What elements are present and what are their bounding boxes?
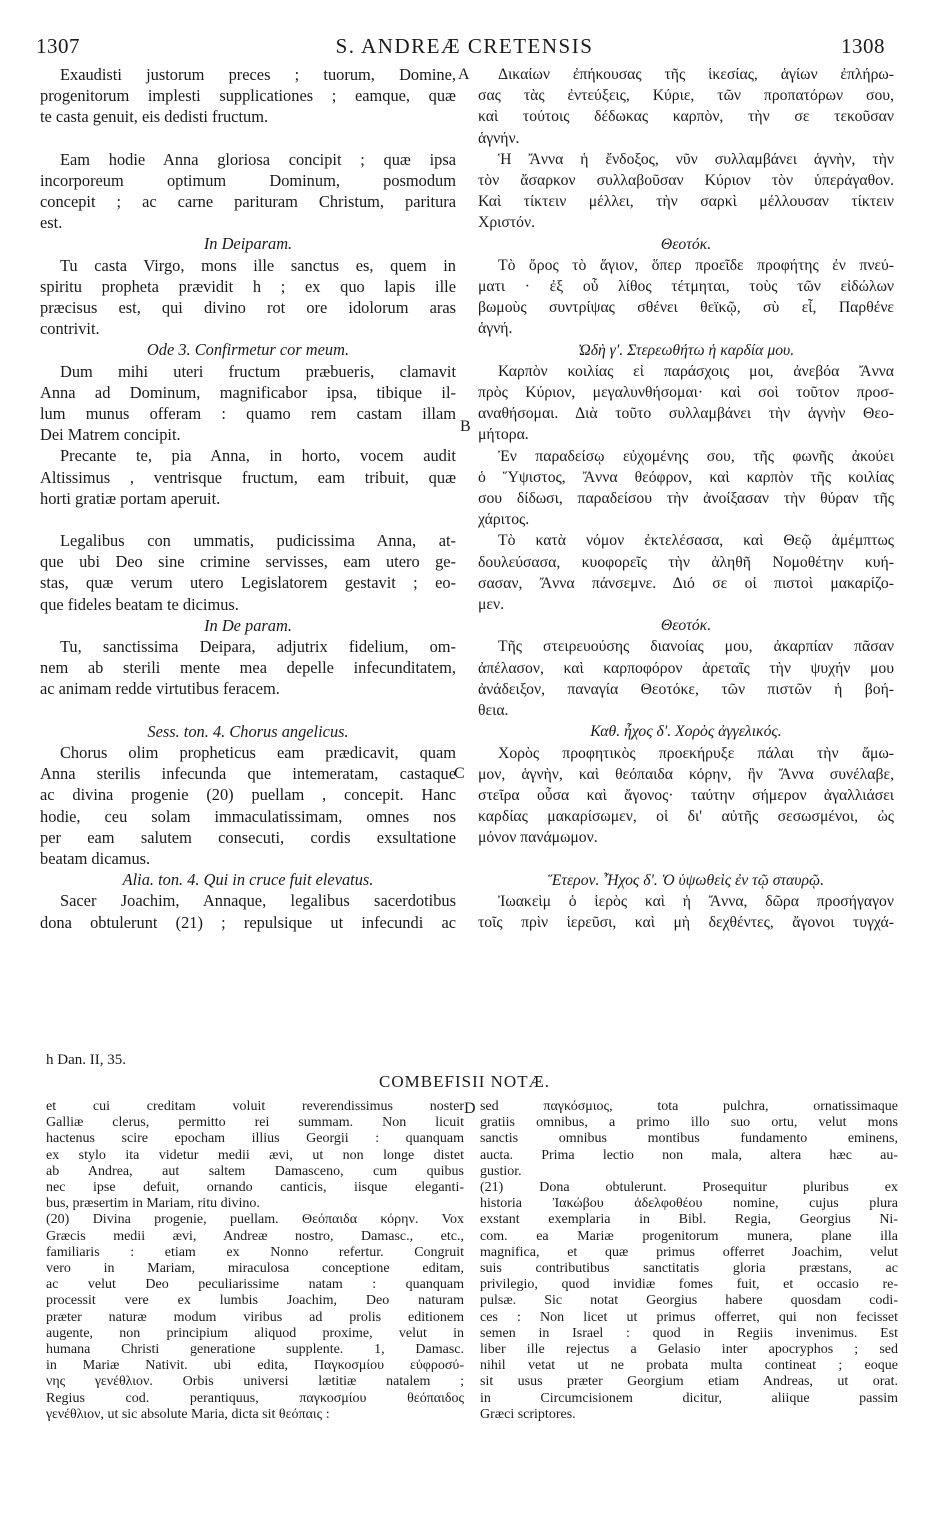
text-line: concepit ; ac carne parituram Christum, paritura: [40, 192, 456, 212]
text-line: Δικαίων ἐπήκουσας τῆς ἱκεσίας, ἁγίων ἐπλήρω-: [498, 66, 894, 83]
text-line: αναθήσομαι. Διὰ τοῦτο συλλαμβάνει τὴν ἁγνὴν Θεο-: [478, 405, 894, 423]
column-number-left: 1307: [36, 34, 80, 58]
text-line: hodie, ceu solam immaculatissimam, omnes nos: [40, 806, 456, 826]
text-line: μον, ἁγνὴν, καὶ θεόπαιδα κόρην, ἣν Ἄννα συνέλαβε,: [478, 765, 894, 783]
running-title: S. ANDREÆ CRETENSIS: [335, 34, 594, 58]
note-line: nihil vetat ut ne probata multa contineat ; eoque: [480, 1358, 898, 1374]
text-line: contrivit.: [40, 319, 100, 339]
latin-paragraph-7: [40, 636, 456, 700]
text-line: στεῖρα οὖσα καὶ ἄγονος· ταύτην σήμερον ἀγαλλιάσει: [478, 786, 894, 804]
note-line: in Mariæ Nativit. ubi edita, Παγκοσμίου εὐφροσύ-: [46, 1358, 464, 1374]
scripture-footnote: h Dan. II, 35.: [46, 1052, 126, 1068]
section-marker-d: D: [464, 1100, 476, 1117]
greek-heading-ode-3: Ὠδὴ γ'. Στερεωθήτω ἡ καρδία μου.: [577, 341, 795, 359]
greek-paragraph-3: [478, 255, 894, 340]
note-line: ac velut Deo peculiarissime natam : quanquam: [46, 1277, 464, 1293]
text-line: Ἐν παραδείσῳ εὐχομένης σου, τῆς φωνῆς ἀκούει: [498, 447, 894, 465]
latin-paragraph-2: [40, 149, 456, 234]
greek-paragraph-8: [478, 743, 894, 849]
text-line: ματι · ἐξ οὗ λίθος τέτμηται, τοὺς τῶν εἰδώλων: [478, 278, 894, 296]
note-line: vero in Mariam, miraculosa conceptione editam,: [46, 1261, 464, 1277]
greek-heading-kathisma: Καθ. ἦχος δ'. Χορὸς ἀγγελικός.: [590, 723, 782, 741]
latin-heading-in-deiparam-2: In De param.: [204, 615, 292, 635]
note-line: nec ipse defuit, ornando canticis, iisque eleganti-: [46, 1180, 464, 1196]
text-line: σασαν, Ἄννα πάνσεμνε. Διό σε οἱ πιστοὶ μακαρίζο-: [478, 574, 894, 592]
notes-right-column: [480, 1099, 898, 1423]
section-marker-a: A: [458, 66, 470, 83]
text-line: horti gratiæ portam aperuit.: [40, 488, 221, 508]
text-line: Χριστόν.: [478, 214, 535, 232]
text-line: est.: [40, 213, 63, 233]
text-line: ὁ Ὕψιστος, Ἄννα θεόφρον, καὶ καρπὸν τῆς κοιλίας: [478, 468, 894, 486]
note-line: (20) Divina progenie, puellam. Θεόπαιδα κόρην. Vox: [46, 1212, 464, 1228]
note-line: præter naturæ modum viribus ad prolis editionem: [46, 1309, 464, 1325]
greek-paragraph-5: [478, 446, 894, 531]
text-line: τὸν ἄσαρκον συλλαβοῦσαν Κύριον τὸν ὑπεράγαθον.: [478, 172, 894, 190]
latin-paragraph-8: [40, 742, 456, 869]
greek-paragraph-2: [478, 149, 894, 234]
text-line: Legalibus con ummatis, pudicissima Anna, at-: [60, 531, 456, 551]
text-line: Dum mihi uteri fructum præbueris, clamavit: [60, 361, 456, 381]
text-line: μεν.: [478, 596, 505, 614]
text-line: que fideles beatam te dicimus.: [40, 594, 239, 614]
note-line: ces : Non licet ut primus offerret, qui non fecisset: [480, 1309, 898, 1325]
note-line: gratiis omnibus, a primo illo suo ortu, velut mons: [480, 1115, 898, 1131]
latin-heading-ode-3: Ode 3. Confirmetur cor meum.: [146, 340, 350, 360]
text-line: Ἰωακεὶμ ὁ ἱερὸς καὶ ἡ Ἄννα, δῶρα προσήγαγον: [498, 892, 894, 910]
text-line: spiritu propheta prævidit h ; ex quo lapis ille: [40, 276, 456, 296]
note-line: com. ea Mariæ progenitorum munera, plane illa: [480, 1228, 898, 1244]
text-line: δουλεύσασα, κυοφορεῖς τὴν ἀληθῆ Νομοθέτην κυή-: [478, 553, 894, 571]
text-line: καρδίας μακαρίσωμεν, οἱ δι' αὐτῆς σεσωσμένοι, ὡς: [478, 808, 894, 826]
note-line: sed παγκόσμιος, tota pulchra, ornatissimaque: [480, 1099, 898, 1114]
text-line: Anna sterilis infecunda que intemeratam, castaque: [40, 764, 456, 784]
text-line: Τὸ κατὰ νόμον ἐκτελέσασα, καὶ Θεῷ ἀμέμπτως: [498, 532, 894, 550]
latin-heading-alia: Alia. ton. 4. Qui in cruce fuit elevatus.: [122, 870, 374, 890]
text-line: Dei Matrem concipit.: [40, 425, 181, 445]
latin-paragraph-4: [40, 361, 456, 446]
note-line: Regius cod. perantiquus, παγκοσμίου θεόπαιδος: [46, 1390, 464, 1406]
text-line: Τῆς στειρευούσης διανοίας μου, ἀκαρπίαν πᾶσαν: [498, 638, 894, 656]
text-line: per eam salutem consecuti, cordis exsultatione: [40, 827, 456, 847]
text-line: καὶ τούτοις δέδωκας καρπὸν, τὴν σε τεκοῦσαν: [478, 108, 894, 126]
text-line: ac divina progenie (20) puellam , concepit. Hanc: [40, 785, 456, 805]
text-line: Eam hodie Anna gloriosa concipit ; quæ ipsa: [60, 149, 456, 169]
text-line: nem ab sterili mente mea depelle infecunditatem,: [40, 658, 456, 678]
text-line: Sacer Joachim, Annaque, legalibus sacerdotibus: [60, 891, 456, 911]
note-line: bus, præsertim in Mariam, ritu divino.: [46, 1196, 260, 1212]
text-line: Chorus olim propheticus eam prædicavit, quam: [60, 742, 456, 762]
note-line: familiaris : etiam ex Nonno refertur. Congruit: [46, 1244, 464, 1260]
text-line: Tu casta Virgo, mons ille sanctus es, quem in: [60, 255, 456, 275]
greek-paragraph-4: [478, 361, 894, 446]
text-line: Precante te, pia Anna, in horto, vocem audit: [60, 446, 456, 466]
note-line: gustior.: [480, 1163, 522, 1179]
text-line: Καρπὸν κοιλίας εἰ παράσχοις μοι, ἀνεβόα Ἄννα: [498, 362, 894, 380]
text-line: Exaudisti justorum preces ; tuorum, Domine,: [60, 65, 456, 84]
text-line: σας τὰς ἐντεύξεις, Κύριε, τῶν προπατόρων σου,: [478, 87, 894, 105]
text-line: θεια.: [478, 702, 509, 720]
notes-left-column: [46, 1099, 464, 1423]
note-line: Galliæ clerus, permitto rei summam. Non licuit: [46, 1115, 464, 1131]
note-line: exstant exemplaria in Bibl. Regia, Georgius Ni-: [480, 1212, 898, 1228]
text-line: dona obtulerunt (21) ; repulsique ut infecundi ac: [40, 912, 456, 932]
latin-paragraph-9: [40, 890, 456, 932]
latin-paragraph-1: [40, 64, 456, 128]
note-line: in Circumcisionem dicitur, aliique passim: [480, 1390, 898, 1406]
greek-paragraph-6: [478, 530, 894, 615]
section-marker-b: B: [460, 418, 471, 435]
note-line: sit usus præter Georgium etiam Andreas, ut orat.: [480, 1374, 898, 1390]
column-number-right: 1308: [841, 34, 885, 58]
text-line: πρὸς Κύριον, μεγαλυνθήσομαι· καὶ σοὶ τοῦτον προσ-: [478, 384, 894, 402]
note-line: ex stylo ita videtur medii ævi, ut non longe distet: [46, 1147, 464, 1163]
latin-column: [40, 64, 456, 933]
latin-heading-in-deiparam: In Deiparam.: [203, 234, 293, 254]
note-line: γενέθλιον, ut sic absolute Maria, dicta sit θεόπαις :: [46, 1406, 330, 1422]
text-line: ἁγνήν.: [478, 129, 520, 147]
note-line: et cui creditam voluit reverendissimus noster: [46, 1099, 464, 1114]
note-line: processit vere ex lumbis Joachim, Deo naturam: [46, 1293, 464, 1309]
text-line: τοῖς πρὶν ἱερεῦσι, καὶ μὴ δεχθέντες, ἄγονοι τυγχά-: [478, 913, 894, 931]
text-line: Καὶ τίκτειν μέλλει, τὴν σαρκὶ μέλλουσαν τίκτειν: [478, 193, 894, 211]
greek-heading-theotok-2: Θεοτόκ.: [660, 617, 712, 635]
text-line: ac animam redde virtutibus feracem.: [40, 679, 280, 699]
note-line: liber ille rejectus a Gelasio inter apocryphos ; sed: [480, 1342, 898, 1358]
note-line: ab Andrea, aut saltem Damasceno, cum quibus: [46, 1163, 464, 1179]
text-line: σου δίδωσι, παραδείσου τὴν ἀνοίξασαν τὴν θύραν τῆς: [478, 490, 894, 508]
latin-paragraph-5: [40, 445, 456, 509]
text-line: que ubi Deo sine crimine servisses, eam utero ge-: [40, 552, 456, 572]
greek-heading-theotok: Θεοτόκ.: [660, 235, 712, 253]
text-line: βωμοὺς συντρίψας σθένει θεϊκῷ, σὺ εἶ, Παρθένε: [478, 299, 894, 317]
note-line: (21) Dona obtulerunt. Prosequitur pluribus ex: [480, 1180, 898, 1196]
text-line: Τὸ ὄρος τὸ ἅγιον, ὅπερ προεῖδε προφήτης ἐν πνεύ-: [498, 256, 894, 274]
note-line: pulsæ. Sic notat Georgius habere quosdam codi-: [480, 1293, 898, 1309]
latin-paragraph-6: [40, 530, 456, 615]
text-line: Ἡ Ἄννα ἡ ἔνδοξος, νῦν συλλαμβάνει ἁγνὴν, τὴν: [498, 150, 894, 168]
note-line: privilegio, quod invidiæ fomes fuit, et occasio re-: [480, 1277, 898, 1293]
greek-column: [478, 64, 894, 933]
note-line: Græcis medii ævi, Andreæ nostro, Damasc., etc.,: [46, 1228, 464, 1244]
note-line: augente, non principium aliquod proxime, velut in: [46, 1325, 464, 1341]
greek-paragraph-9: [478, 891, 894, 933]
text-line: stas, quæ verum utero Legislatorem gestavit ; eo-: [40, 573, 456, 593]
text-line: progenitorum implesti supplicationes ; eamque, quæ: [40, 86, 456, 106]
note-line: aucta. Prima lectio non mala, altera hæc au-: [480, 1147, 898, 1163]
text-line: præcisus est, qui divino rot ore idolorum aras: [40, 298, 456, 318]
notes-title: COMBEFISII NOTÆ.: [379, 1072, 550, 1091]
text-line: Anna ad Dominum, magnificabor ipsa, tibique il-: [40, 382, 456, 402]
text-line: Χορὸς προφητικὸς προεκήρυξε πάλαι τὴν ἄμω-: [498, 744, 894, 762]
latin-heading-sessional: Sess. ton. 4. Chorus angelicus.: [147, 721, 349, 741]
text-line: te casta genuit, eis dedisti fructum.: [40, 107, 269, 127]
text-line: μόνον πανάμωμον.: [478, 829, 598, 847]
note-line: νης γενέθλιον. Orbis universi lætitiæ natalem ;: [46, 1374, 464, 1390]
text-line: incorporeum optimum Dominum, posmodum: [40, 170, 456, 190]
greek-heading-heteron: Ἕτερον. Ἦχος δ'. Ὁ ὑψωθεὶς ἐν τῷ σταυρῷ.: [547, 871, 825, 889]
greek-paragraph-1: [478, 64, 894, 149]
note-line: suis contributibus sanctitatis gloria præstans, ac: [480, 1261, 898, 1277]
text-line: ἁγνή.: [478, 320, 513, 338]
note-line: Græci scriptores.: [480, 1406, 576, 1422]
text-line: μήτορα.: [478, 426, 529, 444]
text-line: Altissimus , ventrisque fructum, eam tribuit, quæ: [40, 467, 456, 487]
greek-paragraph-7: [478, 636, 894, 721]
text-line: Tu, sanctissima Deipara, adjutrix fidelium, om-: [60, 637, 456, 657]
text-line: χάριτος.: [478, 511, 530, 529]
section-marker-c: C: [454, 765, 465, 782]
note-line: humana Christi generatione supplente. 1, Damasc.: [46, 1342, 464, 1358]
text-line: lum munus offeram : quamo rem castam illam: [40, 404, 456, 424]
latin-paragraph-3: [40, 255, 456, 340]
note-line: historia Ἰακώβου ἀδελφοθέου nomine, cujus plura: [480, 1196, 898, 1212]
text-line: ἀπέλασον, καὶ καρποφόρον ἀρεταῖς τὴν ψυχήν μου: [478, 659, 894, 677]
note-line: semen in Israel : quod in Regiis invenimus. Est: [480, 1325, 898, 1341]
text-line: ἀνάδειξον, παναγία Θεοτόκε, τῶν πιστῶν ἡ βοή-: [478, 680, 894, 698]
note-line: magnifica, et quæ primus offerret Joachim, velut: [480, 1244, 898, 1260]
note-line: hactenus scire epocham illius Georgii : quanquam: [46, 1131, 464, 1147]
text-line: beatam dicamus.: [40, 848, 151, 868]
note-line: sanctis omnibus montibus fundamento eminens,: [480, 1131, 898, 1147]
